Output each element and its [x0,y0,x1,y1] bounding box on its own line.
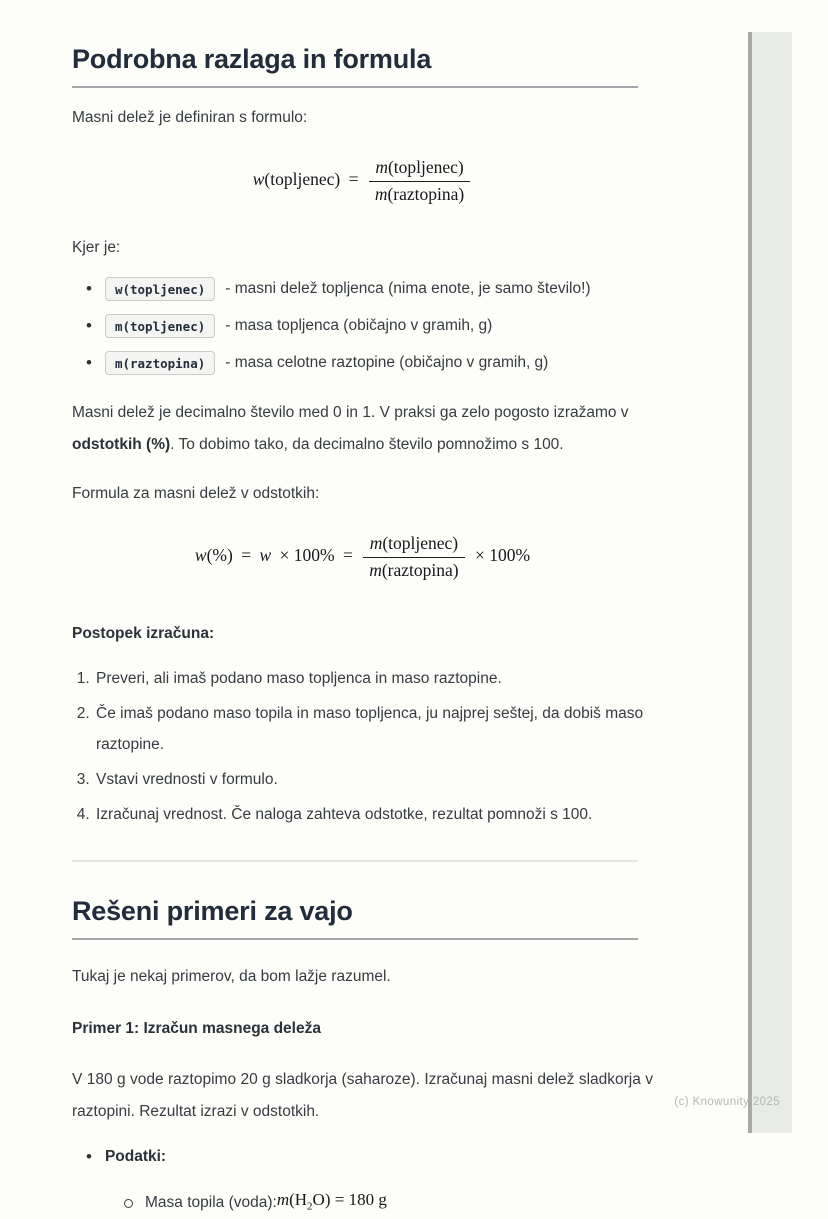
example1-data-list [72,1144,653,1219]
formula2-lhs-rest: (%) [206,545,233,566]
section-title-podrobna-razlaga: Podrobna razlaga in formula [72,44,432,74]
procedure-steps-list [72,663,653,830]
paragraph-example1-title: Primer 1: Izračun masnega deleža [72,1020,321,1037]
code-chip-m-raztopina: • m(raztopina) [105,351,215,375]
paragraph-procedure-title: Postopek izračuna: [72,625,215,642]
inline-formula-close: O) = 180 g [312,1190,387,1209]
formula2-num-var: m [369,533,383,553]
formula-den-rest: (raztopina) [387,183,465,204]
formula2-fraction [363,533,464,581]
definition-text: - masa topljenca (običajno v gramih, g) [225,317,493,334]
formula2-var-w: w [194,545,207,566]
inline-subscript-2: 2 [307,1200,313,1213]
formula-lhs-rest: (topljenec) [264,169,341,190]
watermark-text: (c) Knowunity 2025 [674,1096,780,1108]
section-title-reseni-primeri: Rešeni primeri za vajo [72,896,353,926]
data-list-item [86,1144,653,1219]
formula-fraction [369,157,470,205]
note-text-2: . To dobimo tako, da decimalno število pomnožimo s 100. [170,436,564,453]
data-label-podatki: • Podatki: [104,1148,167,1165]
definition-text: - masni delež topljenca (nima enote, je samo število!) [225,280,591,297]
procedure-step: 1. Preveri, ali imaš podano maso topljenca in maso raztopine. [94,663,653,694]
data-sub-item-masa-topila [124,1187,653,1219]
paragraph-example1-text: V 180 g vode raztopimo 20 g sladkorja (saharoze). Izračunaj masni delež sladkorja v raztopini. Rezultat izrazi v odstotkih. [72,1071,653,1120]
formula2-num-rest: (topljenec) [382,533,459,553]
code-chip-w-topljenec: • w(topljenec) [105,277,215,301]
paragraph-formula-intro: Masni delež je definiran s formulo: [72,109,308,126]
formula-mass-fraction [72,157,653,205]
formula2-den-var: m [369,559,382,580]
definition-item-m-raztopina [86,351,653,375]
procedure-step: 2. Če imaš podano maso topila in maso topljenca, ju najprej seštej, da dobiš maso raztopine. [94,698,653,760]
note-bold-odstotki: odstotkih (%) [72,436,171,453]
formula-num-rest: (topljenec) [387,157,464,177]
formula2-den-rest: (raztopina) [381,559,459,580]
section-divider [72,860,638,862]
definition-list [72,277,653,375]
formula-num-var: m [375,157,388,177]
formula2-times-1: × 100% [279,545,335,566]
formula-var-w: w [252,169,265,190]
formula2-equals-2: = [342,545,353,566]
code-chip-m-topljenec: • m(topljenec) [105,314,215,338]
inline-var-m: m [276,1190,290,1209]
heading-rule [72,938,638,940]
document-content [72,0,653,1219]
note-text-1: Masni delež je decimalno število med 0 in 1. V praksi ga zelo pogosto izražamo v [72,404,629,421]
paragraph-examples-intro: Tukaj je nekaj primerov, da bom lažje razumel. [72,968,391,985]
paragraph-percent-formula-label: Formula za masni delež v odstotkih: [72,485,320,502]
data-sub-list [124,1187,653,1219]
inline-formula-open: (H [289,1190,308,1209]
data-sub-item-prefix: Masa topila (voda): [145,1194,277,1212]
definition-item-m-topljenec [86,314,653,338]
formula2-equals-1: = [241,545,252,566]
paragraph-where-label: Kjer je: [72,239,121,256]
heading-rule [72,86,638,88]
inline-formula-h2o [277,1187,387,1219]
scrollbar-strip[interactable] [748,32,792,1133]
definition-text: - masa celotne raztopine (običajno v gramih, g) [225,354,549,371]
formula2-times-2: × 100% [475,545,531,566]
formula-equals: = [348,169,359,190]
procedure-step: 3. Vstavi vrednosti v formulo. [94,764,653,795]
formula2-mid-var: w [259,545,272,566]
definition-item-w-topljenec [86,277,653,301]
formula-percent [72,533,653,581]
paragraph-decimal-note [72,397,653,461]
formula-den-var: m [374,183,388,204]
procedure-step: 4. Izračunaj vrednost. Če naloga zahteva odstotke, rezultat pomnoži s 100. [94,799,653,830]
